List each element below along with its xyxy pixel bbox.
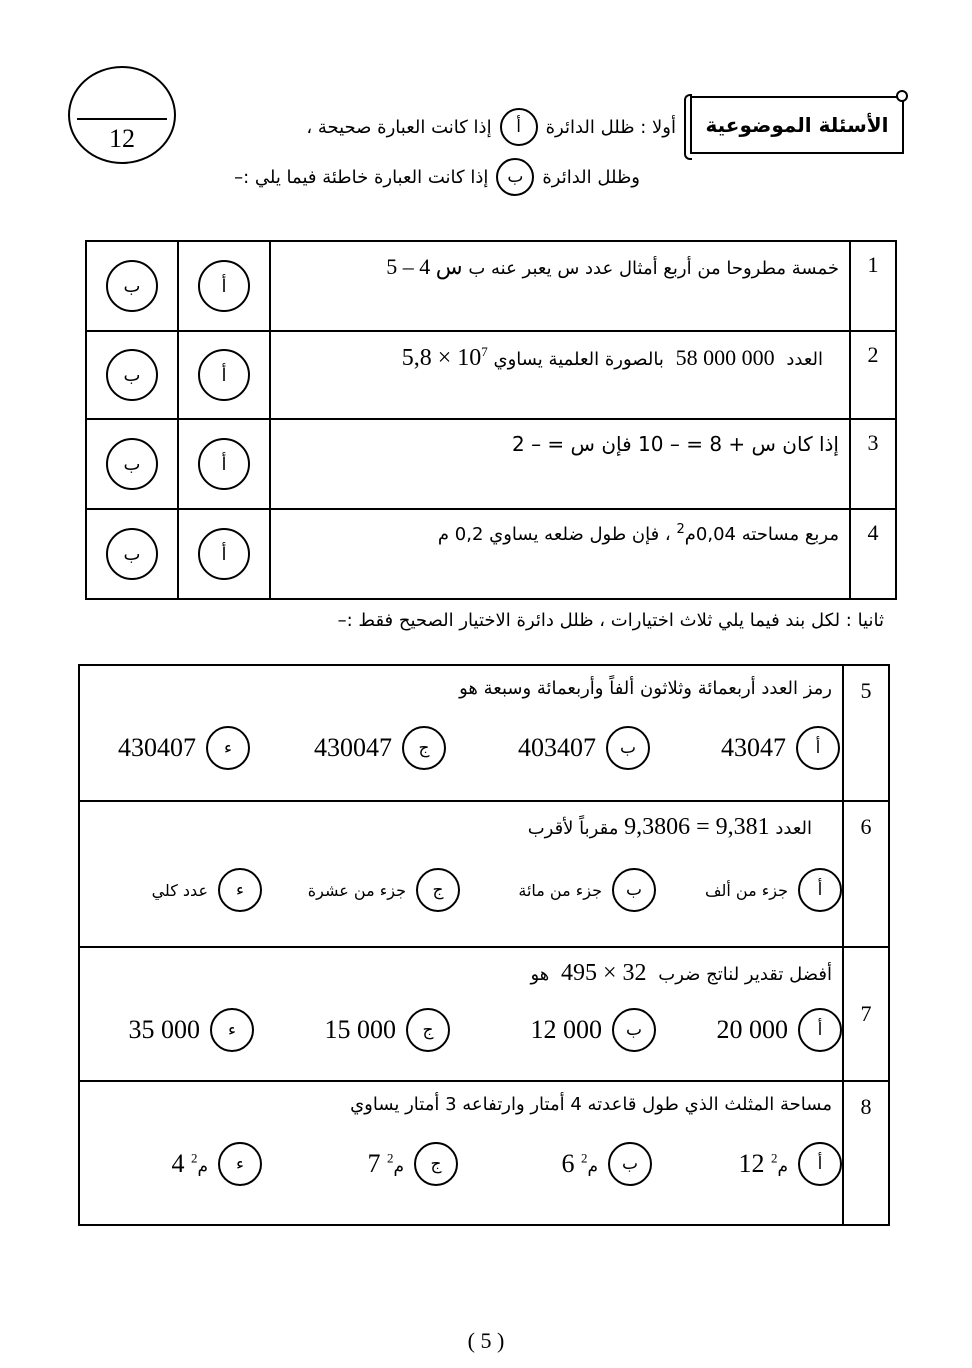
option-b-cell (86, 509, 178, 599)
option-circle-b[interactable]: ب (106, 349, 158, 401)
option-circle-b[interactable]: ب (106, 260, 158, 312)
option-b-cell (86, 241, 178, 331)
choice-a[interactable]: أ جزء من ألف (656, 868, 842, 912)
option-circle-a[interactable]: أ (198, 349, 250, 401)
question-statement: مربع مساحته 0,04م$^2$ ، فإن طول ضلعه يساوي 0,2 م (270, 509, 850, 599)
table-row (79, 665, 889, 801)
question-cell (79, 1081, 843, 1225)
choice-b[interactable]: ب 403407 (446, 726, 650, 770)
option-circle-b[interactable]: ب (106, 528, 158, 580)
table-row (79, 801, 889, 947)
option-a-cell (178, 331, 270, 419)
option-b-cell (86, 331, 178, 419)
section-title-scroll (690, 96, 904, 154)
choice-a[interactable]: أ 43047 (650, 726, 840, 770)
question-number: 3 (850, 419, 896, 509)
choice-a[interactable]: أ 12 م$^2$ (652, 1142, 842, 1186)
option-a-cell (178, 419, 270, 509)
page-number: ( 5 ) (467, 1328, 505, 1353)
question-number: 1 (850, 241, 896, 331)
question-number: 5 (843, 665, 889, 801)
choice-c[interactable]: ج جزء من عشرة (262, 868, 460, 912)
choices-row (80, 1000, 842, 1070)
option-circle-a[interactable]: أ (198, 260, 250, 312)
question-text: العدد 9,3806 = 9,381 مقرباً لأقرب (527, 814, 812, 840)
question-cell (79, 947, 843, 1081)
question-number: 7 (843, 947, 889, 1081)
choice-c[interactable]: ج 7 م$^2$ (262, 1142, 458, 1186)
choices-row (80, 718, 842, 788)
question-number: 8 (843, 1081, 889, 1225)
table-row (86, 509, 896, 599)
choice-d[interactable]: ء 4 م$^2$ (171, 1142, 262, 1186)
question-number: 6 (843, 801, 889, 947)
option-circle-b[interactable]: ب (106, 438, 158, 490)
option-a-cell (178, 509, 270, 599)
choice-d[interactable]: ء 35 000 (129, 1008, 255, 1052)
score-oval (68, 66, 176, 164)
choice-d[interactable]: ء عدد كلي (152, 868, 262, 912)
table-row (79, 947, 889, 1081)
choice-b[interactable]: ب جزء من مائة (460, 868, 656, 912)
table-row (86, 241, 896, 331)
question-cell (79, 665, 843, 801)
choice-c[interactable]: ج 430047 (250, 726, 446, 770)
part2-instruction: ثانيا : لكل بند فيما يلي ثلاث اختيارات ، ظلل دائرة الاختيار الصحيح فقط :– (337, 610, 884, 631)
question-text: مساحة المثلث الذي طول قاعدته 4 أمتار وارتفاعه 3 أمتار يساوي (350, 1094, 832, 1115)
section-title: الأسئلة الموضوعية (705, 113, 889, 137)
choice-a[interactable]: أ 20 000 (656, 1008, 842, 1052)
true-false-table (85, 240, 897, 600)
question-number: 4 (850, 509, 896, 599)
option-b-cell (86, 419, 178, 509)
question-cell (79, 801, 843, 947)
scroll-curl (896, 90, 908, 102)
instruction-line-1: أولا : ظلل الدائرة أ إذا كانت العبارة صحيحة ، (306, 108, 676, 146)
question-statement: إذا كان س + 8 = – 10 فإن س = – 2 (270, 419, 850, 509)
sample-circle-false: ب (496, 158, 534, 196)
table-row (86, 331, 896, 419)
score-total: 12 (109, 124, 135, 153)
scroll-decoration (684, 94, 692, 160)
option-circle-a[interactable]: أ (198, 438, 250, 490)
sample-circle-true: أ (500, 108, 538, 146)
choice-b[interactable]: ب 12 000 (450, 1008, 656, 1052)
choices-row (80, 854, 842, 930)
table-row (79, 1081, 889, 1225)
question-text: رمز العدد أربعمائة وثلاثون ألفاً وأربعمائة وسبعة هو (459, 678, 832, 699)
option-circle-a[interactable]: أ (198, 528, 250, 580)
multiple-choice-table (78, 664, 890, 1226)
table-row (86, 419, 896, 509)
choice-d[interactable]: ء 430407 (118, 726, 250, 770)
question-statement: خمسة مطروحا من أربع أمثال عدد س يعبر عنه ب 5 – 4 س (270, 241, 850, 331)
instruction-line-2: وظلل الدائرة ب إذا كانت العبارة خاطئة فيما يلي :– (234, 158, 640, 196)
question-number: 2 (850, 331, 896, 419)
choices-row (80, 1134, 842, 1204)
score-line (77, 118, 167, 120)
question-statement: العدد 58 000 000 بالصورة العلمية يساوي $5,8 \times 10^7$ (270, 331, 850, 419)
question-text: أفضل تقدير لناتج ضرب 495 × 32 هو (530, 960, 832, 986)
choice-c[interactable]: ج 15 000 (254, 1008, 450, 1052)
option-a-cell (178, 241, 270, 331)
choice-b[interactable]: ب 6 م$^2$ (458, 1142, 652, 1186)
